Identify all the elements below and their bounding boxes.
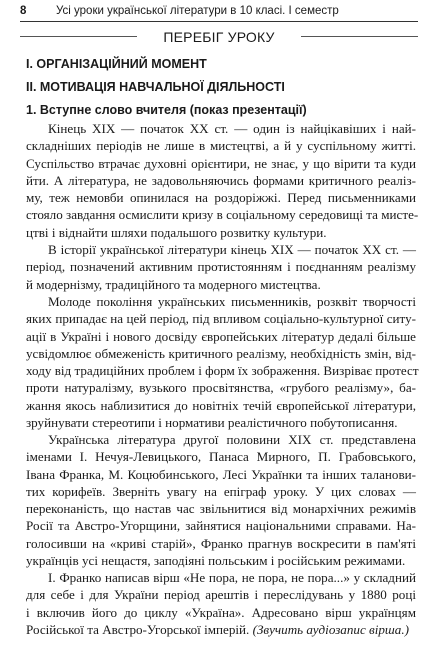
text-line: Івана Франка, М. Коцюбинського, Лесі Українки та інших таланови-: [26, 466, 416, 482]
paragraph-literature-names: [26, 431, 416, 569]
text-line: [26, 621, 416, 638]
text-line: усвідомлює обмеженість критичного реалізму, необхідність змін, від-: [26, 345, 416, 361]
paragraph-young-generation: [26, 293, 419, 431]
text-line: стояло завдання осмислити кризу в соціальному середовищі та мисте-: [26, 207, 419, 223]
text-line: для себе і для України період арештів і переслідувань у 1880 році: [26, 587, 416, 603]
text-line: І. Франко написав вірш «Не пора, не пора, не пора...» у складний: [48, 570, 416, 585]
paragraph-history: [26, 241, 416, 293]
text-line: яких припадає на цей період, під впливом соціально-культурної ситу-: [26, 311, 416, 327]
section-heading-motivation: ІІ. МОТИВАЦІЯ НАВЧАЛЬНОЇ ДІЯЛЬНОСТІ: [26, 80, 285, 94]
text-line: голосивши на «криві старій», Франко прагнув воскресити в пам'яті: [26, 535, 416, 551]
banner-title: ПЕРЕБІГ УРОКУ: [163, 29, 275, 45]
running-title: Усі уроки української літератури в 10 класі. I семестр: [56, 5, 339, 17]
text-line: ації в Україні і нового досвіду європейських літератур дедалі більше: [26, 328, 416, 344]
audio-note: (Звучить аудіозапис вірша.): [252, 621, 409, 637]
text-line: Молоде покоління українських письменників, розквіт творчості: [48, 294, 416, 309]
text-line: Суспільство втрачає духовні орієнтири, не знає, у що вірити та куди: [26, 155, 416, 171]
text-line: і включив його до циклу «Україна». Адресовано вірш українцям: [26, 604, 416, 620]
text-line: складніших періодів не лише в мистецтві, а й у суспільному житті.: [26, 138, 416, 154]
banner-rule-right: [301, 36, 418, 37]
section-heading-organizational: І. ОРГАНІЗАЦІЙНИЙ МОМЕНТ: [26, 57, 207, 71]
text-line: переконаність, що настав час звільнитися від монархічних режимів: [26, 501, 416, 517]
text-line: тих корифеїв. Зверніть увагу на епіграф уроку. У цих словах —: [26, 483, 416, 499]
text-line: українців усі нещастя, заподіяні польським і російським режимами.: [26, 553, 406, 569]
subsection-heading-intro: 1. Вступне слово вчителя (показ презентації): [26, 103, 307, 117]
text-line: Росії та Австро-Угорщини, зайнятися національними справами. На-: [26, 518, 416, 534]
header-divider: [20, 21, 418, 22]
text-line-main: Російської та Австро-Угорської імперій.: [26, 621, 250, 637]
running-header: [20, 3, 418, 20]
text-line: жання якось наблизитися до новітніх течій європейської літератури,: [26, 397, 416, 413]
text-line: Українська література другої половини XIX ст. представлена: [48, 432, 416, 447]
paragraph-franko-poem: [26, 569, 416, 638]
text-line: му, теж немовби опинилася на роздоріжжі. Перед письменниками: [26, 190, 416, 206]
text-line: Кінець XIX — початок XX ст. — один із найцікавіших і най-: [48, 121, 416, 136]
text-line: зруйнувати стереотипи і нормативи реалістичного побутописання.: [26, 415, 398, 431]
paragraph-crisis: [26, 120, 419, 241]
text-line: цтві і віднайти шляхи подальшого розвитку культури.: [26, 224, 327, 240]
lesson-progress-banner: [20, 25, 418, 49]
text-line: ходу від традиційних проблем і форм їх зображення. Визріває протест: [26, 363, 419, 379]
text-line: період, позначений активним протистоянням і поєднанням реалізму: [26, 259, 416, 275]
text-line: В історії української літератури кінець XIX — початок XX ст. —: [48, 242, 416, 257]
text-line: іменами І. Нечуя-Левицького, Панаса Мирного, П. Грабовського,: [26, 449, 416, 465]
text-line: йти. А література, не задовольняючись формами критичного реаліз-: [26, 172, 416, 188]
page-number: 8: [20, 5, 27, 17]
text-line: проти натуралізму, вузького просвітянства, «грубого реалізму», ба-: [26, 380, 416, 396]
text-line: й модернізму, традиційного та модерного мистецтва.: [26, 276, 321, 292]
